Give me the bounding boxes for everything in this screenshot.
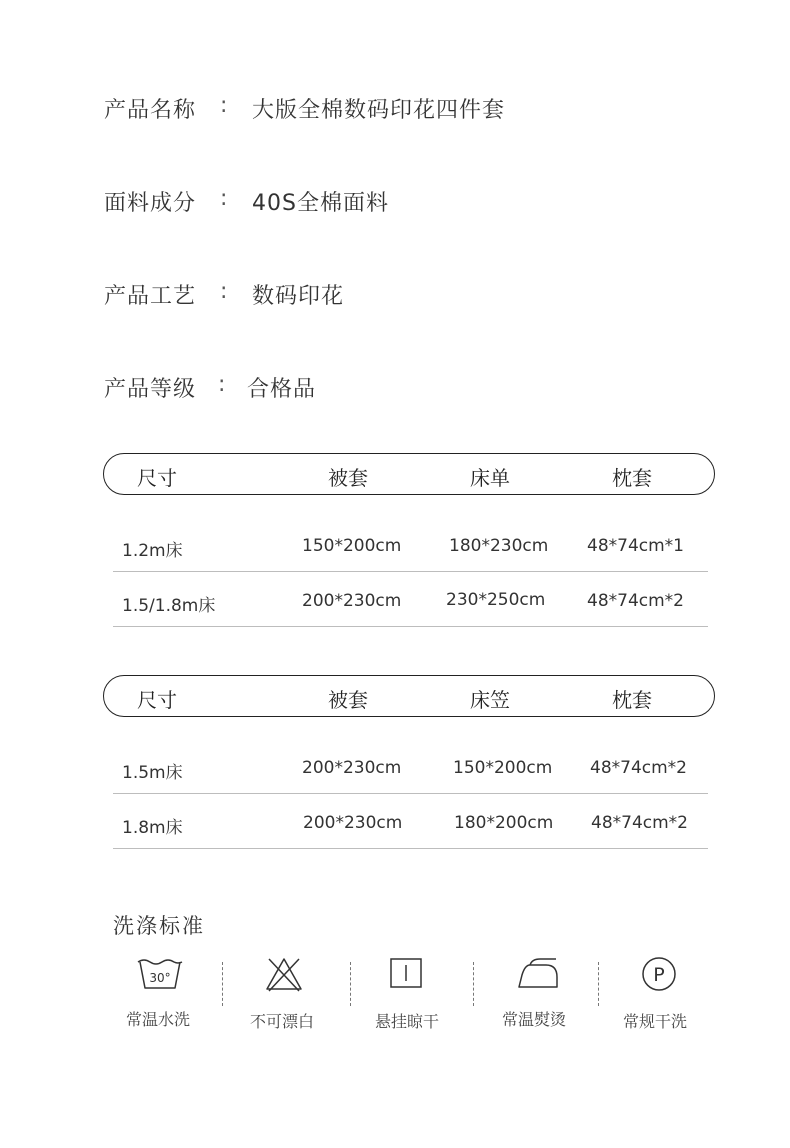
header-sheet: 床单 — [470, 466, 510, 490]
cell-size: 1.2m床 — [122, 541, 183, 561]
row-divider — [113, 571, 708, 572]
header-pillowcase: 枕套 — [612, 688, 652, 712]
cell-fitted-sheet: 180*200cm — [454, 813, 554, 833]
cell-size: 1.5m床 — [122, 763, 183, 783]
wash-30-icon — [136, 955, 184, 995]
row-divider — [113, 793, 708, 794]
no-bleach-icon — [264, 955, 304, 997]
care-label-no-bleach: 不可漂白 — [250, 1012, 315, 1031]
svg-text:30°: 30° — [149, 971, 171, 985]
info-label: 产品等级 — [104, 377, 197, 402]
info-label: 产品名称 — [104, 98, 197, 123]
care-label-wash: 常温水洗 — [126, 1010, 191, 1029]
svg-text:P: P — [653, 964, 665, 986]
cell-size: 1.8m床 — [122, 818, 183, 838]
cell-pillowcase: 48*74cm*2 — [590, 758, 687, 778]
cell-size: 1.5/1.8m床 — [122, 596, 216, 616]
info-value: 大版全棉数码印花四件套 — [252, 98, 506, 123]
header-size: 尺寸 — [137, 688, 177, 712]
info-value: 40S全棉面料 — [252, 191, 389, 216]
cell-duvet: 200*230cm — [303, 813, 403, 833]
care-label-iron: 常温熨烫 — [502, 1010, 567, 1029]
info-value: 合格品 — [247, 377, 317, 402]
care-separator — [222, 962, 223, 1006]
info-colon: : — [220, 279, 229, 304]
header-fitted-sheet: 床笠 — [470, 688, 510, 712]
header-duvet: 被套 — [328, 688, 368, 712]
info-colon: : — [220, 186, 229, 211]
care-separator — [598, 962, 599, 1006]
care-label-hang-dry: 悬挂晾干 — [375, 1012, 440, 1031]
header-pillowcase: 枕套 — [612, 466, 652, 490]
table1-header — [103, 453, 715, 495]
care-label-dry-clean: 常规干洗 — [623, 1012, 688, 1031]
cell-sheet: 180*230cm — [449, 536, 549, 556]
care-separator — [473, 962, 474, 1006]
cell-fitted-sheet: 150*200cm — [453, 758, 553, 778]
cell-duvet: 150*200cm — [302, 536, 402, 556]
info-label: 产品工艺 — [104, 284, 197, 309]
care-separator — [350, 962, 351, 1006]
hang-dry-icon — [388, 955, 424, 995]
info-colon: : — [218, 372, 227, 397]
table2-header — [103, 675, 715, 717]
cell-pillowcase: 48*74cm*2 — [587, 591, 684, 611]
cell-duvet: 200*230cm — [302, 758, 402, 778]
cell-pillowcase: 48*74cm*1 — [587, 536, 684, 556]
cell-duvet: 200*230cm — [302, 591, 402, 611]
cell-sheet: 230*250cm — [446, 590, 546, 610]
cell-pillowcase: 48*74cm*2 — [591, 813, 688, 833]
iron-icon — [516, 955, 560, 995]
info-value: 数码印花 — [252, 284, 345, 309]
info-colon: : — [220, 93, 229, 118]
row-divider — [113, 626, 708, 627]
header-duvet: 被套 — [328, 466, 368, 490]
dry-clean-p-icon — [640, 955, 678, 997]
header-size: 尺寸 — [137, 466, 177, 490]
row-divider — [113, 848, 708, 849]
care-title: 洗涤标准 — [113, 914, 205, 938]
info-label: 面料成分 — [104, 191, 197, 216]
